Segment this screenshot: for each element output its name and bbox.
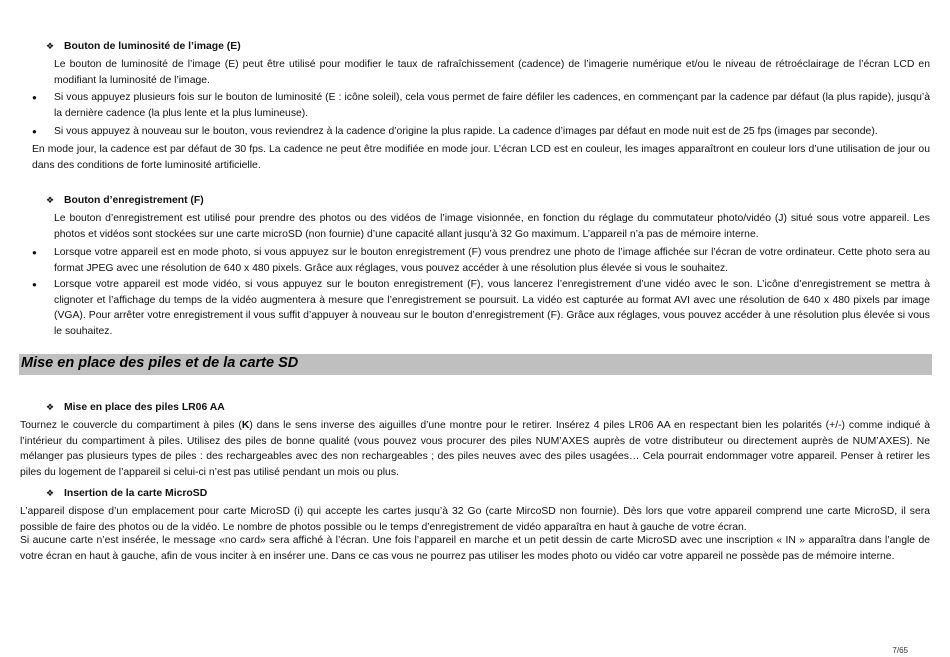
list-item: ● Si vous appuyez à nouveau sur le bouton, vous reviendrez à la cadence d’origine la plus rapide. La cadence d’images par défaut en mode nuit est de 25 fps (images par seconde). bbox=[32, 124, 930, 140]
diamond-bullet-icon: ❖ bbox=[46, 488, 55, 498]
list-item: ● Lorsque votre appareil est en mode photo, si vous appuyez sur le bouton enregistrement (F) vous prendrez une photo de l’image affichée sur l’écran de votre ordinateur. Cette photo sera au format JPEG avec une résolution de 640 x 480 pixels. Grâce aux réglages, vous pouvez accéder à une résolution plus élevée si vous le souhaitez. bbox=[32, 247, 930, 274]
bullet-icon: ● bbox=[32, 127, 37, 136]
list-item: ● Si vous appuyez plusieurs fois sur le bouton de luminosité (E : icône soleil), cela vous permet de faire défiler les cadences, en commençant par la cadence par défaut (la plus rapide), jusqu’à la dernière cadence (la plus lente et la plus lumineuse). bbox=[32, 92, 930, 119]
list-item: ● Lorsque votre appareil est mode vidéo, si vous appuyez sur le bouton enregistrement (F), vous lancerez l’enregistrement d’une vidéo avec le son. L’icône d’enregistrement se mettra à clignoter et l’affichage du temps de la vidéo augmentera à mesure que l’enregistrement se poursuit. La vidéo est capturée au format AVI avec une résolution de 640 x 480 pixels par image (VGA). Pour arrêter votre enregistrement il vous suffit d’appuyer à nouveau sur le bouton d’enregistrement (F). Grâce aux réglages, vous pouvez accéder à une résolution plus élevée si vous le souhaitez. bbox=[32, 279, 930, 337]
diamond-bullet-icon: ❖ bbox=[46, 402, 55, 412]
k-label: K bbox=[241, 420, 250, 431]
band-title: Mise en place des piles et de la carte SD bbox=[21, 355, 299, 371]
bullet-icon: ● bbox=[32, 280, 37, 289]
diamond-bullet-icon: ❖ bbox=[46, 195, 55, 205]
brightness-outro: En mode jour, la cadence est par défaut de 30 fps. La cadence ne peut être modifiée en mode jour. L’écran LCD est en couleur, les images apparaîtront en couleur lors d’une utilisation de jour ou dans des conditions de forte luminosité artificielle. bbox=[32, 144, 930, 171]
section-band bbox=[19, 354, 932, 375]
diamond-bullet-icon: ❖ bbox=[46, 41, 55, 51]
section-heading-microsd: ❖ Insertion de la carte MicroSD bbox=[46, 488, 208, 499]
microsd-paragraph-1: L’appareil dispose d’un emplacement pour carte MicroSD (i) qui accepte les cartes jusqu’à 32 Go (carte MircoSD non fournie). Dès lors que votre appareil comprend une carte MicroSD, il sera possible de faire des photos ou de la vidéo. Le nombre de photos possible ou le temps d’enregistrement de vidéo apparaîtra en haut à gauche de votre écran. bbox=[20, 506, 930, 533]
batteries-text: Tournez le couvercle du compartiment à piles (K) dans le sens inverse des aiguilles d’une montre pour le retirer. Insérez 4 piles LR06 AA en respectant bien les polarités (+/-) comme indiqué à l’intérieur du compartiment à piles. Utilisez des piles de bonne qualité (vous pouvez vous procurer des piles NUM’AXES auprès de votre distributeur ou directement auprès de NUM’AXES). Ne mélanger pas plusieurs types de piles : des rechargeables avec des non rechargeables ; des piles neuves avec des piles usagées… Cela pourrait endommager votre appareil. Penser à retirer les piles du logement de l’appareil si celui-ci n’est pas utilisé pendant un mois ou plus. bbox=[20, 420, 931, 478]
page-number: 7/65 bbox=[892, 646, 908, 655]
record-intro: Le bouton d’enregistrement est utilisé pour prendre des photos ou des vidéos de l’image visionnée, en fonction du réglage du commutateur photo/vidéo (J) situé sous votre appareil. Les photos et vidéos sont stockées sur une carte microSD (non fournie) d’une capacité allant jusqu’à 32 Go maximum. L’appareil n’a pas de mémoire interne. bbox=[54, 213, 930, 240]
microsd-paragraph-2: Si aucune carte n’est insérée, le message «no card» sera affiché à l’écran. Une fois l’appareil en marche et un petit dessin de carte MicroSD avec une inscription « IN » apparaîtra dans l’angle de votre écran en haut à gauche, afin de vous inciter à en insérer une. Dans ce cas vous ne pourrez pas utiliser les modes photo ou vidéo car votre appareil ne possède pas de mémoire interne. bbox=[20, 535, 930, 562]
section-heading-brightness: ❖ Bouton de luminosité de l’image (E) bbox=[46, 41, 241, 52]
section-heading-record: ❖ Bouton d’enregistrement (F) bbox=[46, 195, 204, 206]
bullet-icon: ● bbox=[32, 93, 37, 102]
brightness-intro: Le bouton de luminosité de l’image (E) peut être utilisé pour modifier le taux de rafraîchissement (cadence) de l’imagerie numérique et/ou le niveau de rétroéclairage de l’écran LCD en modifiant la luminosité de l’image. bbox=[54, 59, 930, 86]
bullet-icon: ● bbox=[32, 248, 37, 257]
section-heading-batteries: ❖ Mise en place des piles LR06 AA bbox=[46, 402, 225, 413]
